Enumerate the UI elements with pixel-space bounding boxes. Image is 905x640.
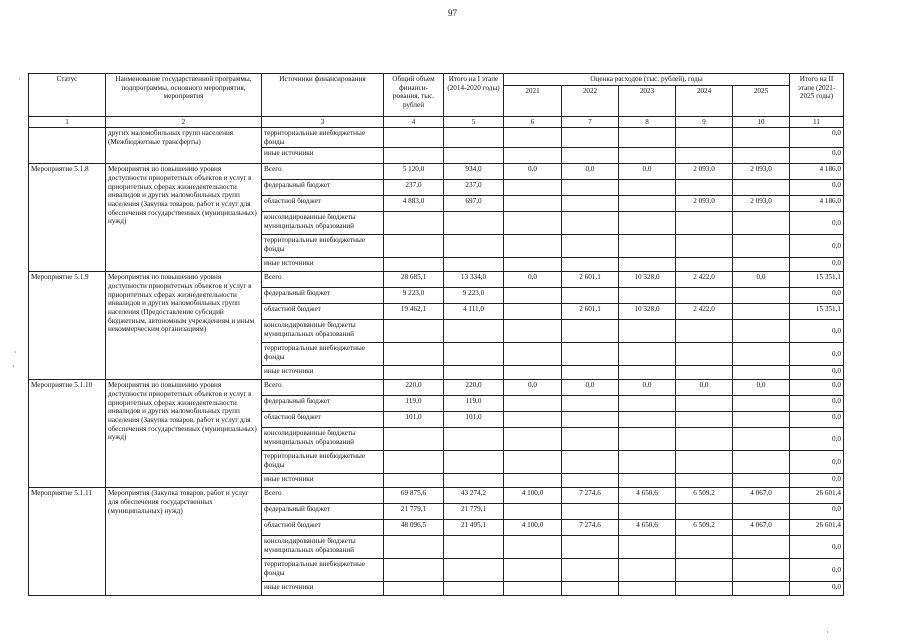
value-cell [676,474,733,488]
value-cell [562,412,619,428]
value-cell [562,288,619,304]
source-cell: консолидированные бюджеты муниципальных образований [262,212,384,235]
value-cell: 6 509,2 [676,520,733,536]
value-cell: 4 100,0 [504,488,562,504]
value-cell [444,474,504,488]
value-cell: 10 328,0 [619,272,676,288]
column-number: 10 [733,116,790,127]
value-cell [504,343,562,366]
header-year: 2025 [733,85,790,116]
value-cell [562,474,619,488]
value-cell [619,258,676,272]
value-cell: 220,0 [444,380,504,396]
value-cell: 15 351,1 [790,304,844,320]
value-cell [676,396,733,412]
value-cell [733,559,790,582]
table-row [29,128,844,148]
value-cell [562,559,619,582]
value-cell: 0,0 [790,212,844,235]
name-cell: других маломобильных групп населения (Межбюджетные трансферты) [106,128,262,164]
value-cell [384,559,444,582]
value-cell: 9 223,0 [444,288,504,304]
value-cell: 0,0 [676,380,733,396]
value-cell: 0,0 [790,582,844,596]
value-cell: 2 093,0 [733,196,790,212]
value-cell: 237,0 [384,180,444,196]
header-stage2: Итого на II этапе (2021-2025 годы) [790,74,844,117]
value-cell: 7 274,6 [562,488,619,504]
value-cell [562,343,619,366]
source-cell: иные источники [262,582,384,596]
table-row [29,380,844,396]
value-cell [562,451,619,474]
value-cell [733,412,790,428]
value-cell [676,320,733,343]
value-cell [619,196,676,212]
source-cell: областной бюджет [262,412,384,428]
value-cell: 101,0 [384,412,444,428]
value-cell [562,428,619,451]
value-cell [562,536,619,559]
status-cell: Мероприятие 5.1.9 [29,272,106,380]
source-cell: федеральный бюджет [262,288,384,304]
value-cell: 26 601,4 [790,488,844,504]
column-number: 4 [384,116,444,127]
value-cell [733,304,790,320]
source-cell: консолидированные бюджеты муниципальных образований [262,320,384,343]
header-year: 2024 [676,85,733,116]
column-number: 6 [504,116,562,127]
table-row [29,488,844,504]
value-cell [676,258,733,272]
value-cell [562,212,619,235]
value-cell: 0,0 [790,451,844,474]
value-cell [444,559,504,582]
header-estimate: Оценка расходов (тыс. рублей), годы [504,74,790,86]
value-cell: 0,0 [790,288,844,304]
value-cell [676,180,733,196]
value-cell [619,412,676,428]
value-cell [676,366,733,380]
source-cell: Всего [262,380,384,396]
value-cell: 15 351,1 [790,272,844,288]
value-cell: 48 096,5 [384,520,444,536]
value-cell [619,320,676,343]
value-cell: 9 223,0 [384,288,444,304]
value-cell [733,320,790,343]
value-cell: 0,0 [790,412,844,428]
margin-mark: · [12,362,15,371]
value-cell [676,582,733,596]
value-cell: 4 111,0 [444,304,504,320]
value-cell: 2 422,0 [676,272,733,288]
value-cell [444,451,504,474]
source-cell: территориальные внебюджетные фонды [262,128,384,148]
source-cell: Всего [262,488,384,504]
value-cell [619,536,676,559]
column-number: 8 [619,116,676,127]
name-cell: Мероприятия по повышению уровня доступности приоритетных объектов и услуг в приоритетных сферах жизнедеятельности инвалидов и других маломобильных групп населения (Предоставление субсидий бюджетным, автономным учреждениям и иным некоммерческим организациям) [106,272,262,380]
value-cell [676,412,733,428]
header-name: Наименование государственной программы, подпрограммы, основного мероприятия, мероприятия [106,74,262,117]
value-cell: 220,0 [384,380,444,396]
value-cell [562,366,619,380]
value-cell: 2 093,0 [676,164,733,180]
value-cell [444,343,504,366]
source-cell: территориальные внебюджетные фонды [262,235,384,258]
value-cell: 21 779,1 [444,504,504,520]
value-cell: 119,0 [444,396,504,412]
value-cell [676,212,733,235]
value-cell [384,474,444,488]
value-cell [384,582,444,596]
header-year: 2021 [504,85,562,116]
table-body [29,128,844,164]
value-cell [384,428,444,451]
column-number: 11 [790,116,844,127]
value-cell [733,212,790,235]
value-cell: 69 875,6 [384,488,444,504]
value-cell: 4 067,0 [733,488,790,504]
value-cell [504,235,562,258]
value-cell: 21 495,1 [444,520,504,536]
value-cell [733,536,790,559]
value-cell: 26 601,4 [790,520,844,536]
value-cell [444,582,504,596]
source-cell: областной бюджет [262,304,384,320]
value-cell: 4 650,6 [619,488,676,504]
column-number: 5 [444,116,504,127]
value-cell [676,288,733,304]
value-cell [504,428,562,451]
value-cell [384,343,444,366]
value-cell [733,343,790,366]
value-cell [619,212,676,235]
value-cell [733,504,790,520]
status-cell: Мероприятие 5.1.11 [29,488,106,596]
value-cell [733,288,790,304]
source-cell: иные источники [262,366,384,380]
value-cell: 19 462,1 [384,304,444,320]
table-row [29,272,844,288]
header-total-volume: Общий объем финанси-рования, тыс. рублей [384,74,444,117]
value-cell: 0,0 [790,536,844,559]
column-number: 2 [106,116,262,127]
source-cell: федеральный бюджет [262,396,384,412]
value-cell [733,258,790,272]
value-cell: 237,0 [444,180,504,196]
value-cell [384,320,444,343]
value-cell: 2 601,1 [562,304,619,320]
value-cell [619,366,676,380]
value-cell: 697,0 [444,196,504,212]
value-cell: 10 328,0 [619,304,676,320]
value-cell [619,559,676,582]
value-cell [504,258,562,272]
value-cell [504,582,562,596]
value-cell [504,474,562,488]
value-cell: 0,0 [619,380,676,396]
column-number: 9 [676,116,733,127]
value-cell: 0,0 [562,164,619,180]
value-cell: 0,0 [790,320,844,343]
value-cell [562,396,619,412]
status-cell: Мероприятие 5.1.8 [29,164,106,272]
source-cell: областной бюджет [262,520,384,536]
source-cell: территориальные внебюджетные фонды [262,343,384,366]
value-cell: 43 274,2 [444,488,504,504]
source-cell: территориальные внебюджетные фонды [262,451,384,474]
value-cell: 4 186,0 [790,164,844,180]
value-cell [562,180,619,196]
value-cell [562,258,619,272]
value-cell: 0,0 [790,235,844,258]
value-cell [504,180,562,196]
value-cell [444,428,504,451]
value-cell [504,504,562,520]
name-cell: Мероприятия по повышению уровня доступности приоритетных объектов и услуг в приоритетных сферах жизнедеятельности инвалидов и других маломобильных групп населения (Закупка товаров, работ и услуг для обеспечения государственных (муниципальных) нужд) [106,164,262,272]
value-cell [619,396,676,412]
value-cell: 0,0 [790,559,844,582]
value-cell [619,235,676,258]
value-cell [619,451,676,474]
value-cell [444,212,504,235]
value-cell: 0,0 [504,164,562,180]
value-cell: 4 067,0 [733,520,790,536]
value-cell: 2 601,1 [562,272,619,288]
source-cell: федеральный бюджет [262,180,384,196]
value-cell [562,504,619,520]
value-cell [504,396,562,412]
source-cell: иные источники [262,474,384,488]
value-cell [504,288,562,304]
source-cell: иные источники [262,258,384,272]
value-cell: 13 334,0 [444,272,504,288]
value-cell: 4 650,6 [619,520,676,536]
value-cell: 5 120,0 [384,164,444,180]
budget-table [28,73,844,596]
value-cell [504,366,562,380]
value-cell [384,451,444,474]
value-cell [733,366,790,380]
value-cell: 0,0 [790,128,844,148]
header-sources: Источники финансирования [262,74,384,117]
value-cell: 0,0 [790,366,844,380]
header-stage1: Итого на I этапе (2014-2020 годы) [444,74,504,117]
value-cell: 6 509,2 [676,488,733,504]
value-cell: 0,0 [733,380,790,396]
value-cell [504,559,562,582]
value-cell: 28 685,1 [384,272,444,288]
page-number: 97 [448,8,457,18]
value-cell [444,536,504,559]
value-cell [733,235,790,258]
source-cell: консолидированные бюджеты муниципальных образований [262,536,384,559]
header-status: Статус [29,74,106,117]
value-cell [384,212,444,235]
source-cell: консолидированные бюджеты муниципальных образований [262,428,384,451]
value-cell [619,428,676,451]
table-header [29,74,844,128]
value-cell [733,474,790,488]
value-cell [676,451,733,474]
value-cell: 0,0 [790,428,844,451]
value-cell: 0,0 [790,180,844,196]
value-cell [619,180,676,196]
value-cell: 934,0 [444,164,504,180]
margin-mark: · [826,628,829,637]
value-cell [562,582,619,596]
value-cell [733,428,790,451]
source-cell: Всего [262,272,384,288]
value-cell [676,343,733,366]
name-cell: Мероприятия (Закупка товаров, работ и услуг для обеспечения государственных (муниципальных) нужд) [106,488,262,596]
value-cell: 0,0 [733,272,790,288]
value-cell [444,258,504,272]
value-cell: 0,0 [790,396,844,412]
value-cell: 0,0 [790,474,844,488]
column-number-row [29,116,844,127]
margin-mark: · [14,348,17,357]
value-cell [504,412,562,428]
column-number: 3 [262,116,384,127]
value-cell: 0,0 [790,258,844,272]
column-number: 7 [562,116,619,127]
value-cell: 4 186,0 [790,196,844,212]
value-cell: 7 274,6 [562,520,619,536]
value-cell: 4 100,0 [504,520,562,536]
value-cell [444,366,504,380]
value-cell: 4 883,0 [384,196,444,212]
source-cell: областной бюджет [262,196,384,212]
value-cell [676,235,733,258]
table-row [29,164,844,180]
value-cell [444,320,504,343]
value-cell [676,559,733,582]
value-cell: 0,0 [790,380,844,396]
value-cell [384,258,444,272]
value-cell [504,196,562,212]
source-cell: Всего [262,164,384,180]
value-cell [733,180,790,196]
value-cell [619,474,676,488]
header-year: 2023 [619,85,676,116]
value-cell [733,451,790,474]
value-cell: 0,0 [504,380,562,396]
value-cell [619,582,676,596]
value-cell: 101,0 [444,412,504,428]
value-cell: 2 093,0 [733,164,790,180]
value-cell: 0,0 [504,272,562,288]
value-cell [384,235,444,258]
measures-body [29,164,844,596]
value-cell [676,504,733,520]
value-cell [676,428,733,451]
value-cell [619,288,676,304]
status-cell: Мероприятие 5.1.10 [29,380,106,488]
value-cell [733,396,790,412]
name-cell: Мероприятия по повышению уровня доступности приоритетных объектов и услуг в приоритетных сферах жизнедеятельности инвалидов и других маломобильных групп населения (Закупка товаров, работ и услуг для обеспечения государственных (муниципальных) нужд) [106,380,262,488]
header-year: 2022 [562,85,619,116]
value-cell: 119,0 [384,396,444,412]
value-cell [619,343,676,366]
value-cell [504,451,562,474]
value-cell: 2 422,0 [676,304,733,320]
value-cell [384,536,444,559]
value-cell [504,304,562,320]
column-number: 1 [29,116,106,127]
value-cell [562,320,619,343]
value-cell [676,536,733,559]
value-cell [619,504,676,520]
value-cell [504,212,562,235]
value-cell: 0,0 [562,380,619,396]
value-cell: 21 779,1 [384,504,444,520]
source-cell: иные источники [262,148,384,164]
value-cell: 0,0 [619,164,676,180]
value-cell [444,235,504,258]
source-cell: территориальные внебюджетные фонды [262,559,384,582]
status-cell [29,128,106,164]
value-cell: 2 093,0 [676,196,733,212]
value-cell [562,196,619,212]
source-cell: федеральный бюджет [262,504,384,520]
value-cell: 0,0 [790,504,844,520]
value-cell [733,582,790,596]
margin-mark: · [18,75,21,84]
value-cell [384,366,444,380]
value-cell [562,235,619,258]
value-cell: 0,0 [790,343,844,366]
value-cell: 0,0 [790,148,844,164]
value-cell [504,320,562,343]
value-cell [504,536,562,559]
